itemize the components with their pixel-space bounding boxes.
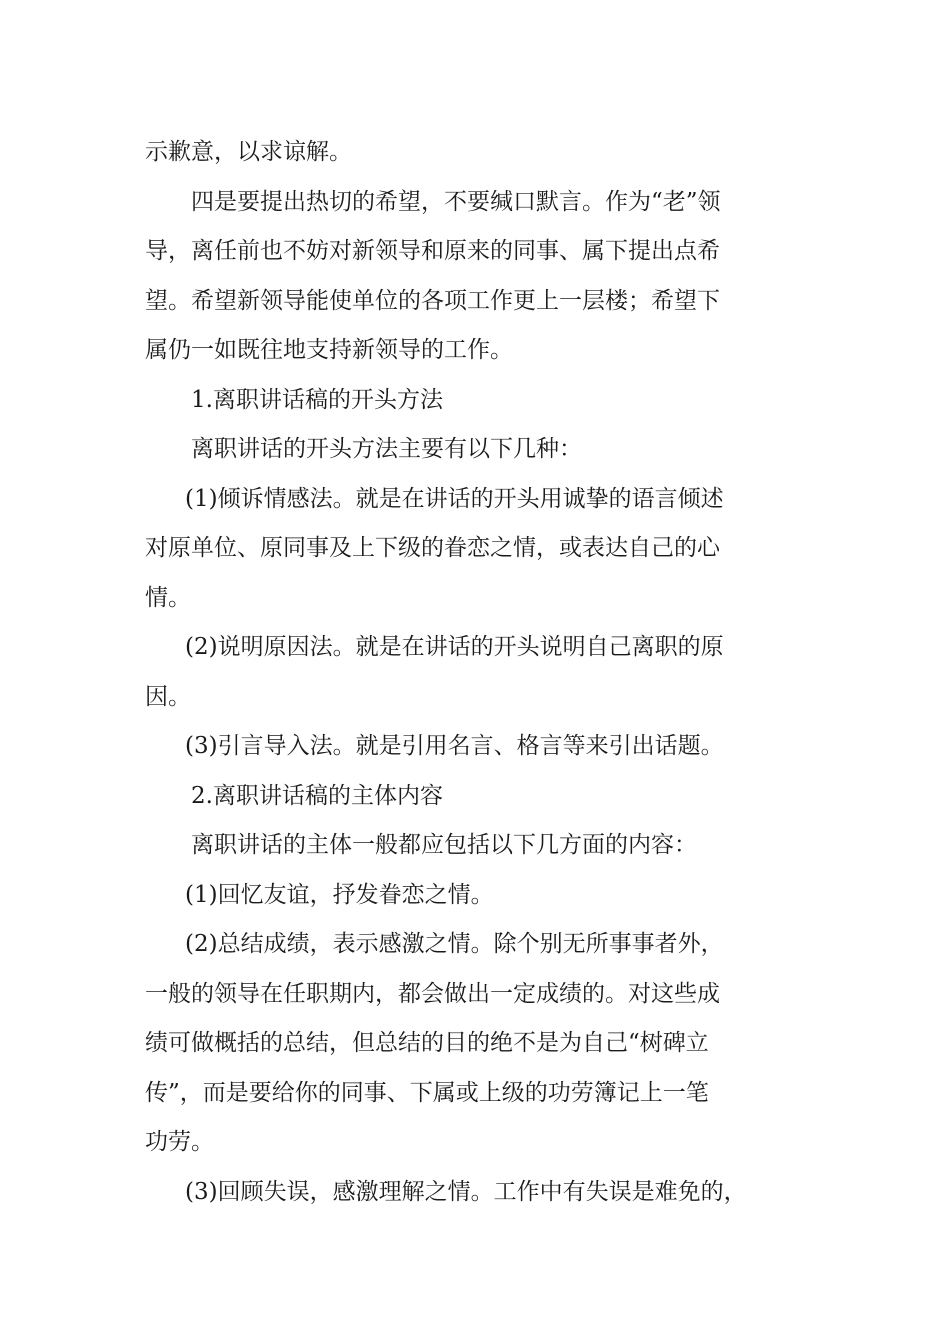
list-item xyxy=(145,871,810,921)
text-line: 情。 xyxy=(145,584,191,611)
text-line: 导，离任前也不妨对新领导和原来的同事、属下提出点希 xyxy=(145,238,720,264)
text-line: 离职讲话的主体一般都应包括以下几方面的内容： xyxy=(191,832,697,858)
text-line: (2)说明原因法。就是在讲话的开头说明自己离职的原 xyxy=(185,634,724,660)
text-line: 对原单位、原同事及上下级的眷恋之情，或表达自己的心 xyxy=(145,535,720,561)
text-line: (1)倾诉情感法。就是在讲话的开头用诚挚的语言倾述 xyxy=(185,485,724,512)
text-line: 2.离职讲话稿的主体内容 xyxy=(191,782,443,809)
text-line: (3)引言导入法。就是引用名言、格言等来引出话题。 xyxy=(185,733,724,759)
list-item xyxy=(145,623,810,722)
paragraph xyxy=(145,821,810,871)
text-line: 一般的领导在任职期内，都会做出一定成绩的。对这些成 xyxy=(145,980,720,1007)
paragraph xyxy=(145,128,810,178)
section-heading xyxy=(145,376,810,426)
text-line: (1)回忆友谊，抒发眷恋之情。 xyxy=(185,881,494,908)
text-line: 属仍一如既往地支持新领导的工作。 xyxy=(145,337,513,363)
text-line: (3)回顾失误，感激理解之情。工作中有失误是难免的， xyxy=(185,1178,747,1205)
list-item xyxy=(145,1168,810,1218)
text-line: 四是要提出热切的希望，不要缄口默言。作为“老”领 xyxy=(191,188,721,215)
text-line: (2)总结成绩，表示感激之情。除个别无所事事者外， xyxy=(185,931,724,957)
section-heading xyxy=(145,772,810,822)
text-line: 望。希望新领导能使单位的各项工作更上一层楼；希望下 xyxy=(145,287,720,314)
list-item xyxy=(145,920,810,1168)
text-line: 1.离职讲话稿的开头方法 xyxy=(191,386,443,413)
paragraph xyxy=(145,178,810,376)
list-item xyxy=(145,475,810,624)
document-page xyxy=(145,128,810,1217)
text-line: 示歉意，以求谅解。 xyxy=(145,139,352,165)
text-line: 离职讲话的开头方法主要有以下几种： xyxy=(191,436,582,462)
list-item xyxy=(145,722,810,772)
text-line: 绩可做概括的总结，但总结的目的绝不是为自己“树碑立 xyxy=(145,1030,709,1056)
text-line: 因。 xyxy=(145,683,191,710)
paragraph xyxy=(145,425,810,475)
text-line: 功劳。 xyxy=(145,1129,214,1155)
text-line: 传”，而是要给你的同事、下属或上级的功劳簿记上一笔 xyxy=(145,1079,709,1106)
